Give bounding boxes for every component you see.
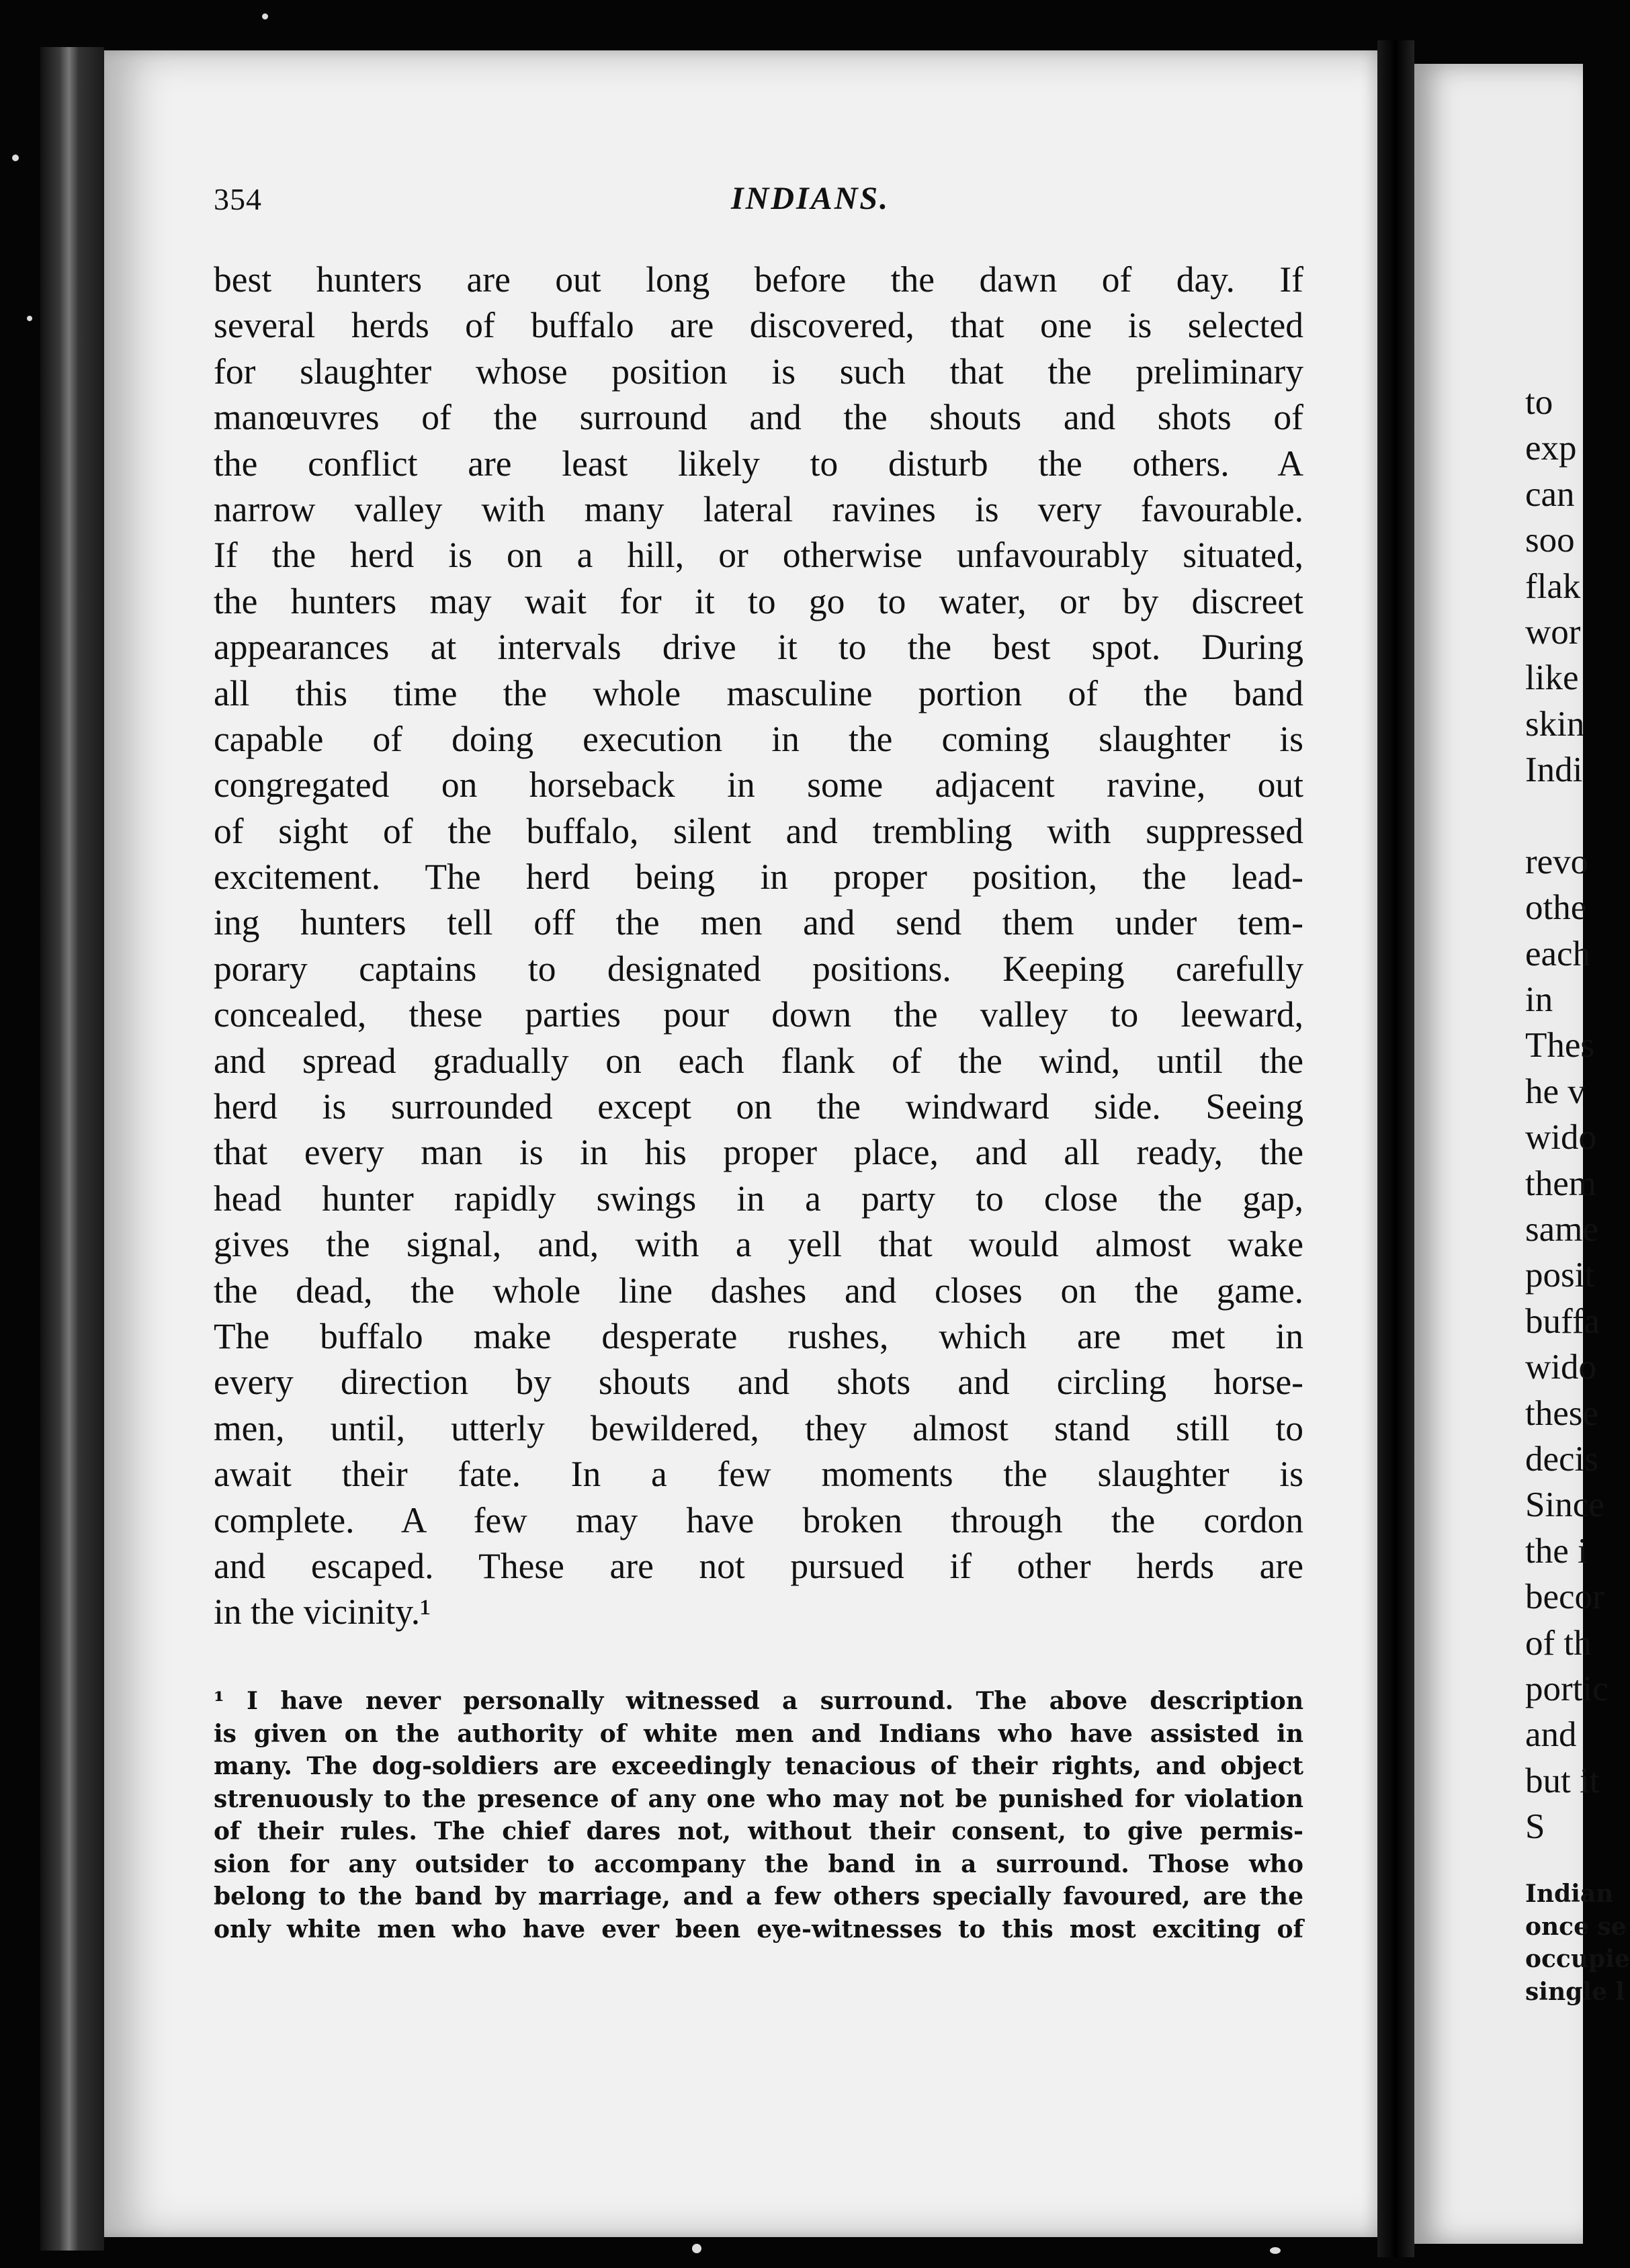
text-line: the conflict are least likely to disturb the others. A	[214, 443, 1303, 484]
text-line: several herds of buffalo are discovered, that one is selected	[214, 305, 1303, 346]
text-line: ing hunters tell off the men and send them under tem-	[214, 902, 1303, 943]
text-line: head hunter rapidly swings in a party to close the gap,	[214, 1178, 1303, 1219]
text-line: men, until, utterly bewildered, they almost stand still to	[214, 1407, 1303, 1448]
facing-line: wido	[1525, 1348, 1596, 1387]
text-line: manœuvres of the surround and the shouts and shots of	[214, 397, 1303, 438]
facing-line: these	[1525, 1393, 1598, 1433]
facing-footnote-line: once se	[1525, 1912, 1627, 1941]
text-line: congregated on horseback in some adjacent ravine, out	[214, 765, 1303, 805]
text-line: excitement. The herd being in proper position, the lead-	[214, 857, 1303, 898]
scan-speck	[692, 2244, 701, 2253]
facing-line: wido	[1525, 1118, 1596, 1158]
facing-page	[1414, 64, 1630, 2244]
scan-speck	[1270, 2247, 1281, 2254]
text-line: complete. A few may have broken through the cordon	[214, 1499, 1303, 1540]
text-line: that every man is in his proper place, and all ready, the	[214, 1132, 1303, 1173]
facing-line: posit	[1525, 1256, 1595, 1295]
footnote-line: sion for any outsider to accompany the band in a surround. Those who	[214, 1849, 1303, 1878]
footnote-line: of their rules. The chief dares not, without their consent, to give permis-	[214, 1817, 1303, 1845]
text-line: await their fate. In a few moments the slaughter is	[214, 1454, 1303, 1495]
scan-speck	[262, 13, 268, 19]
facing-line: soo	[1525, 521, 1575, 560]
facing-line: wor	[1525, 612, 1581, 652]
facing-line: buffa	[1525, 1301, 1600, 1341]
scan-speck	[27, 316, 32, 321]
facing-footnote-line: occupie	[1525, 1945, 1630, 1973]
paragraph-gap	[1525, 793, 1608, 839]
footnote	[214, 1685, 1303, 1946]
facing-line: and	[1525, 1715, 1577, 1755]
facing-line: each	[1525, 934, 1591, 973]
facing-line: Since	[1525, 1485, 1604, 1525]
facing-line: becor	[1525, 1577, 1604, 1617]
text-line: If the herd is on a hill, or otherwise unfavourably situated,	[214, 535, 1303, 576]
facing-line: like	[1525, 658, 1579, 698]
facing-line: Thes	[1525, 1026, 1595, 1065]
text-line: The buffalo make desperate rushes, which are met in	[214, 1315, 1303, 1356]
facing-line: to	[1525, 383, 1553, 422]
text-line: all this time the whole masculine portion of the band	[214, 672, 1303, 713]
text-line: herd is surrounded except on the windward side. Seeing	[214, 1086, 1303, 1127]
facing-footnote-line: Indian	[1525, 1880, 1614, 1908]
text-line: and spread gradually on each flank of the wind, until the	[214, 1040, 1303, 1081]
facing-line: of th	[1525, 1623, 1592, 1663]
page-number: 354	[214, 182, 262, 216]
facing-line: but it	[1525, 1761, 1600, 1800]
facing-line: skin	[1525, 704, 1585, 744]
facing-page-footnote	[1525, 1878, 1630, 2008]
text-line: concealed, these parties pour down the valley to leeward,	[214, 994, 1303, 1035]
facing-line: othe	[1525, 888, 1587, 928]
facing-line: decis	[1525, 1439, 1598, 1479]
facing-line: exp	[1525, 429, 1577, 468]
facing-line: in	[1525, 980, 1553, 1020]
facing-line: can	[1525, 474, 1575, 514]
facing-line: portic	[1525, 1669, 1608, 1708]
scan-speck	[12, 155, 19, 161]
text-line: the hunters may wait for it to go to water, or by discreet	[214, 580, 1303, 621]
text-line: gives the signal, and, with a yell that would almost wake	[214, 1224, 1303, 1265]
text-line: capable of doing execution in the coming slaughter is	[214, 718, 1303, 759]
footnote-line: ¹ I have never personally witnessed a surround. The above description	[214, 1687, 1303, 1715]
text-line-last: in the vicinity.¹	[214, 1591, 431, 1632]
text-line: narrow valley with many lateral ravines is very favourable.	[214, 488, 1303, 529]
text-line: for slaughter whose position is such that the preliminary	[214, 351, 1303, 392]
text-line: best hunters are out long before the dawn of day. If	[214, 259, 1303, 300]
footnote-line: many. The dog-soldiers are exceedingly tenacious of their rights, and object	[214, 1752, 1303, 1780]
facing-line: the i	[1525, 1531, 1588, 1571]
text-line: and escaped. These are not pursued if other herds are	[214, 1545, 1303, 1586]
facing-line: he v	[1525, 1072, 1586, 1111]
text-line: every direction by shouts and shots and circling horse-	[214, 1362, 1303, 1403]
facing-page-text	[1525, 380, 1608, 1850]
page-gutter	[1377, 40, 1414, 2257]
footnote-line: only white men who have ever been eye-witnesses to this most exciting of	[214, 1915, 1303, 1944]
facing-line: them	[1525, 1164, 1596, 1203]
footnote-line: is given on the authority of white men and Indians who have assisted in	[214, 1719, 1303, 1748]
footnote-line: strenuously to the presence of any one who may not be punished for violation	[214, 1784, 1303, 1813]
facing-line: same	[1525, 1210, 1598, 1250]
footnote-line: belong to the band by marriage, and a few others specially favoured, are the	[214, 1882, 1303, 1911]
facing-line: revo	[1525, 842, 1589, 881]
text-line: porary captains to designated positions. Keeping carefully	[214, 948, 1303, 989]
facing-footnote-line: single l	[1525, 1977, 1625, 2006]
text-line: the dead, the whole line dashes and closes on the game.	[214, 1270, 1303, 1311]
body-text	[214, 257, 1303, 1635]
facing-line: Indi	[1525, 750, 1583, 790]
facing-line: flak	[1525, 566, 1581, 606]
page-header	[214, 141, 1302, 215]
book-spine	[40, 47, 104, 2251]
facing-line: S	[1525, 1807, 1545, 1847]
text-line: appearances at intervals drive it to the best spot. During	[214, 627, 1303, 668]
text-line: of sight of the buffalo, silent and trembling with suppressed	[214, 810, 1303, 851]
running-head: INDIANS.	[731, 181, 890, 216]
